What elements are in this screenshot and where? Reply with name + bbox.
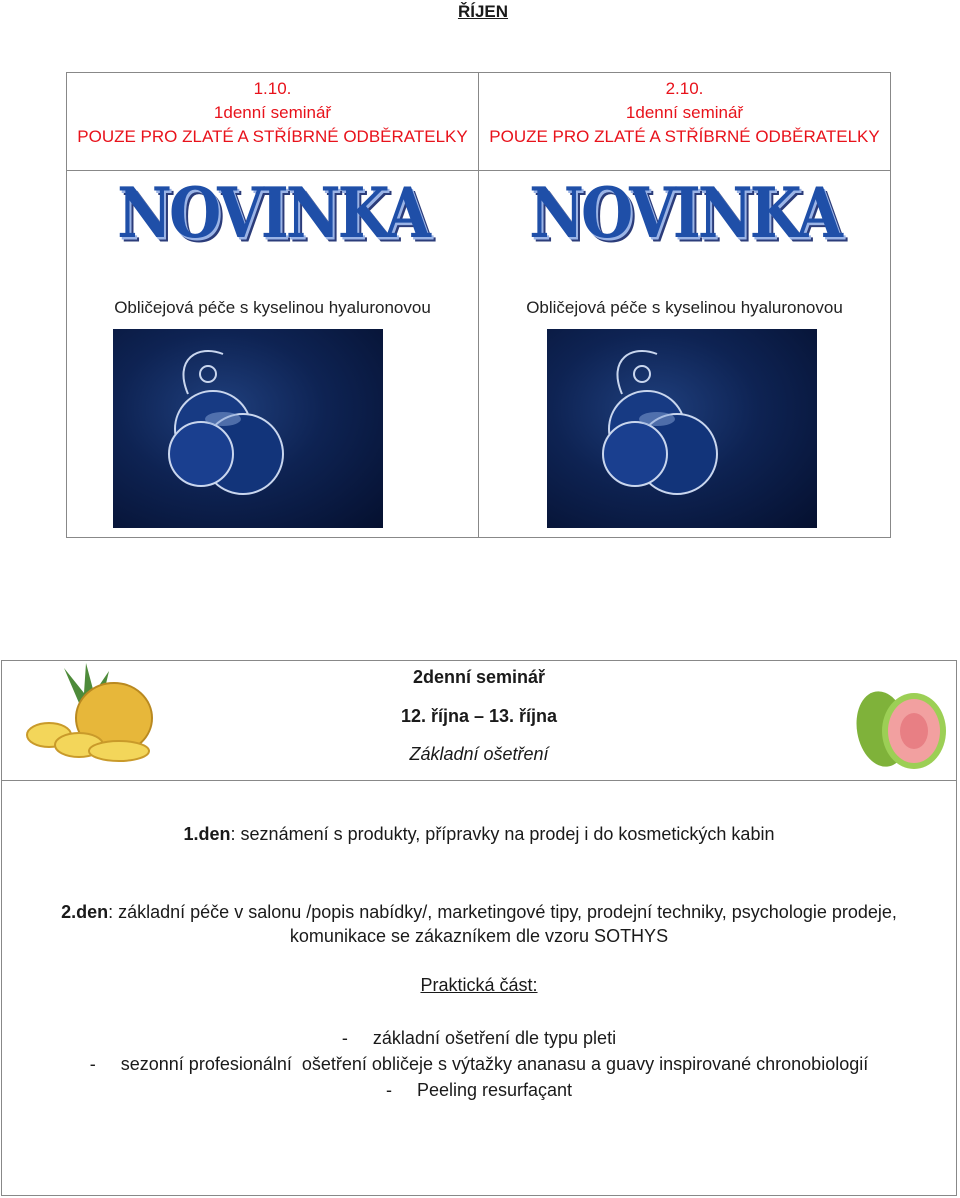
seminar-3-dates: 12. října – 13. října <box>400 706 558 726</box>
practical-item-3: - Peeling resurfaçant <box>385 1080 573 1100</box>
seminar-1-type: 1denní seminář <box>213 103 332 122</box>
hyaluronic-bubble-image <box>113 329 383 528</box>
hyaluronic-bubble-image <box>547 329 817 528</box>
seminar-1-header <box>66 72 479 171</box>
practical-item-1: - základní ošetření dle typu pleti <box>341 1028 617 1048</box>
novinka-banner: NOVINKA <box>117 173 428 255</box>
seminar-1-description: Obličejová péče s kyselinou hyaluronovou <box>114 298 431 317</box>
day-2-line: 2.den: základní péče v salonu /popis nabídky/, marketingové tipy, prodejní techniky, psychologie prodeje, <box>61 902 897 922</box>
seminar-2-header <box>478 72 891 171</box>
seminar-2-type: 1denní seminář <box>625 103 744 122</box>
practical-item-2: - sezonní profesionální ošetření obličeje s výtažky ananasu a guavy inspirované chronobiologií <box>89 1054 869 1074</box>
seminar-2-date: 2.10. <box>665 79 704 98</box>
page-title: ŘÍJEN <box>457 2 509 21</box>
day-1-line: 1.den: seznámení s produkty, přípravky na prodej i do kosmetických kabin <box>183 824 775 844</box>
seminar-2-body <box>478 170 891 538</box>
seminar-1-audience: POUZE PRO ZLATÉ A STŘÍBRNÉ ODBĚRATELKY <box>77 127 468 146</box>
seminar-1-date: 1.10. <box>253 79 292 98</box>
seminar-1-body <box>66 170 479 538</box>
day-2-line-2: komunikace se zákazníkem dle vzoru SOTHYS <box>289 926 669 946</box>
seminar-2-description: Obličejová péče s kyselinou hyaluronovou <box>526 298 843 317</box>
seminar-3-header <box>1 660 957 781</box>
practical-heading: Praktická část: <box>420 975 538 995</box>
seminar-2-audience: POUZE PRO ZLATÉ A STŘÍBRNÉ ODBĚRATELKY <box>489 127 880 146</box>
novinka-banner: NOVINKA <box>529 173 840 255</box>
guava-image <box>852 669 952 774</box>
seminar-3-type: 2denní seminář <box>412 667 546 687</box>
seminar-3-subtitle: Základní ošetření <box>409 744 549 764</box>
seminar-3-body <box>1 780 957 1196</box>
